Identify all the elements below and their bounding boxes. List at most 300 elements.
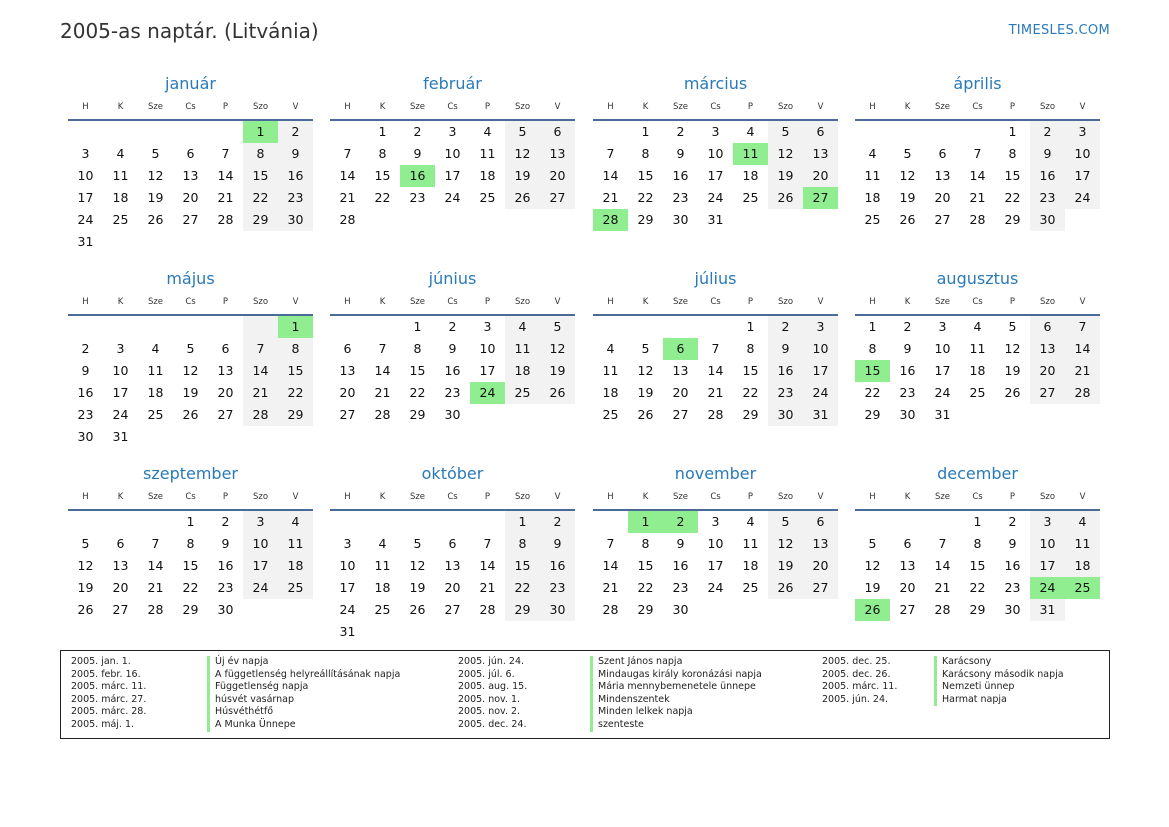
day-cell[interactable]: 20 [217, 385, 234, 400]
day-cell[interactable]: 22 [637, 190, 654, 205]
day-cell[interactable]: 19 [768, 555, 803, 577]
day-cell[interactable]: 18 [112, 190, 129, 205]
day-cell[interactable]: 16 [278, 165, 313, 187]
day-cell[interactable]: 25 [479, 190, 496, 205]
day-cell[interactable]: 25 [505, 382, 540, 404]
day-cell[interactable]: 23 [444, 385, 461, 400]
day-cell[interactable]: 15 [374, 168, 391, 183]
holiday-day-cell[interactable]: 2 [663, 511, 698, 533]
holiday-day-cell[interactable]: 24 [470, 382, 505, 404]
day-cell[interactable]: 11 [278, 533, 313, 555]
day-cell[interactable]: 28 [339, 212, 356, 227]
day-cell[interactable]: 11 [969, 341, 986, 356]
day-cell[interactable]: 6 [186, 146, 195, 161]
day-cell[interactable]: 3 [448, 124, 457, 139]
day-cell[interactable]: 14 [707, 363, 724, 378]
day-cell[interactable]: 1 [186, 514, 195, 529]
day-cell[interactable]: 10 [243, 533, 278, 555]
day-cell[interactable]: 12 [77, 558, 94, 573]
day-cell[interactable]: 14 [339, 168, 356, 183]
holiday-day-cell[interactable]: 1 [278, 316, 313, 338]
day-cell[interactable]: 17 [1030, 555, 1065, 577]
day-cell[interactable]: 11 [602, 363, 619, 378]
day-cell[interactable]: 26 [540, 382, 575, 404]
day-cell[interactable]: 31 [112, 429, 129, 444]
day-cell[interactable]: 10 [444, 146, 461, 161]
day-cell[interactable]: 20 [934, 190, 951, 205]
day-cell[interactable]: 22 [243, 187, 278, 209]
day-cell[interactable]: 21 [1065, 360, 1100, 382]
day-cell[interactable]: 11 [1065, 533, 1100, 555]
day-cell[interactable]: 30 [444, 407, 461, 422]
day-cell[interactable]: 8 [186, 536, 195, 551]
day-cell[interactable]: 16 [768, 360, 803, 382]
day-cell[interactable]: 13 [540, 143, 575, 165]
day-cell[interactable]: 19 [409, 580, 426, 595]
holiday-day-cell[interactable]: 6 [663, 338, 698, 360]
day-cell[interactable]: 17 [339, 580, 356, 595]
day-cell[interactable]: 27 [339, 407, 356, 422]
holiday-day-cell[interactable]: 1 [628, 511, 663, 533]
day-cell[interactable]: 6 [803, 121, 838, 143]
day-cell[interactable]: 28 [147, 602, 164, 617]
day-cell[interactable]: 22 [505, 577, 540, 599]
day-cell[interactable]: 30 [768, 404, 803, 426]
holiday-day-cell[interactable]: 15 [855, 360, 890, 382]
holiday-day-cell[interactable]: 11 [733, 143, 768, 165]
day-cell[interactable]: 17 [707, 168, 724, 183]
day-cell[interactable]: 30 [540, 599, 575, 621]
day-cell[interactable]: 26 [899, 212, 916, 227]
day-cell[interactable]: 2 [413, 124, 422, 139]
day-cell[interactable]: 31 [1030, 599, 1065, 621]
day-cell[interactable]: 25 [374, 602, 391, 617]
day-cell[interactable]: 24 [243, 577, 278, 599]
day-cell[interactable]: 16 [77, 385, 94, 400]
day-cell[interactable]: 29 [278, 404, 313, 426]
day-cell[interactable]: 9 [413, 146, 422, 161]
day-cell[interactable]: 29 [182, 602, 199, 617]
day-cell[interactable]: 17 [77, 190, 94, 205]
day-cell[interactable]: 25 [278, 577, 313, 599]
day-cell[interactable]: 24 [112, 407, 129, 422]
day-cell[interactable]: 3 [81, 146, 90, 161]
day-cell[interactable]: 24 [934, 385, 951, 400]
day-cell[interactable]: 4 [868, 146, 877, 161]
day-cell[interactable]: 31 [803, 404, 838, 426]
day-cell[interactable]: 2 [221, 514, 230, 529]
day-cell[interactable]: 18 [374, 580, 391, 595]
day-cell[interactable]: 2 [768, 316, 803, 338]
day-cell[interactable]: 28 [217, 212, 234, 227]
day-cell[interactable]: 22 [278, 382, 313, 404]
day-cell[interactable]: 7 [343, 146, 352, 161]
day-cell[interactable]: 3 [803, 316, 838, 338]
day-cell[interactable]: 9 [768, 338, 803, 360]
day-cell[interactable]: 5 [641, 341, 650, 356]
day-cell[interactable]: 13 [182, 168, 199, 183]
day-cell[interactable]: 7 [243, 338, 278, 360]
day-cell[interactable]: 3 [1030, 511, 1065, 533]
day-cell[interactable]: 11 [505, 338, 540, 360]
day-cell[interactable]: 25 [969, 385, 986, 400]
day-cell[interactable]: 12 [505, 143, 540, 165]
day-cell[interactable]: 8 [746, 341, 755, 356]
day-cell[interactable]: 12 [147, 168, 164, 183]
day-cell[interactable]: 9 [448, 341, 457, 356]
day-cell[interactable]: 12 [540, 338, 575, 360]
day-cell[interactable]: 20 [339, 385, 356, 400]
day-cell[interactable]: 3 [1065, 121, 1100, 143]
day-cell[interactable]: 23 [672, 580, 689, 595]
day-cell[interactable]: 12 [409, 558, 426, 573]
day-cell[interactable]: 15 [278, 360, 313, 382]
day-cell[interactable]: 20 [803, 555, 838, 577]
holiday-day-cell[interactable]: 16 [400, 165, 435, 187]
day-cell[interactable]: 3 [938, 319, 947, 334]
day-cell[interactable]: 2 [540, 511, 575, 533]
day-cell[interactable]: 18 [969, 363, 986, 378]
day-cell[interactable]: 13 [1030, 338, 1065, 360]
day-cell[interactable]: 29 [742, 407, 759, 422]
day-cell[interactable]: 16 [540, 555, 575, 577]
day-cell[interactable]: 25 [742, 580, 759, 595]
day-cell[interactable]: 21 [602, 190, 619, 205]
day-cell[interactable]: 9 [81, 363, 90, 378]
day-cell[interactable]: 21 [602, 580, 619, 595]
day-cell[interactable]: 4 [151, 341, 160, 356]
day-cell[interactable]: 3 [711, 514, 720, 529]
day-cell[interactable]: 27 [934, 212, 951, 227]
day-cell[interactable]: 31 [707, 212, 724, 227]
day-cell[interactable]: 14 [602, 558, 619, 573]
day-cell[interactable]: 26 [147, 212, 164, 227]
day-cell[interactable]: 22 [864, 385, 881, 400]
day-cell[interactable]: 27 [899, 602, 916, 617]
day-cell[interactable]: 21 [374, 385, 391, 400]
day-cell[interactable]: 13 [803, 533, 838, 555]
day-cell[interactable]: 8 [641, 146, 650, 161]
day-cell[interactable]: 1 [973, 514, 982, 529]
day-cell[interactable]: 8 [505, 533, 540, 555]
day-cell[interactable]: 23 [77, 407, 94, 422]
day-cell[interactable]: 9 [676, 146, 685, 161]
day-cell[interactable]: 29 [243, 209, 278, 231]
day-cell[interactable]: 14 [243, 360, 278, 382]
day-cell[interactable]: 18 [742, 558, 759, 573]
day-cell[interactable]: 6 [448, 536, 457, 551]
day-cell[interactable]: 5 [151, 146, 160, 161]
day-cell[interactable]: 5 [768, 121, 803, 143]
day-cell[interactable]: 10 [803, 338, 838, 360]
day-cell[interactable]: 25 [602, 407, 619, 422]
day-cell[interactable]: 26 [505, 187, 540, 209]
day-cell[interactable]: 11 [479, 146, 496, 161]
day-cell[interactable]: 17 [934, 363, 951, 378]
day-cell[interactable]: 6 [540, 121, 575, 143]
day-cell[interactable]: 13 [112, 558, 129, 573]
day-cell[interactable]: 20 [540, 165, 575, 187]
day-cell[interactable]: 5 [81, 536, 90, 551]
day-cell[interactable]: 26 [182, 407, 199, 422]
day-cell[interactable]: 20 [182, 190, 199, 205]
day-cell[interactable]: 19 [77, 580, 94, 595]
day-cell[interactable]: 23 [540, 577, 575, 599]
day-cell[interactable]: 21 [243, 382, 278, 404]
day-cell[interactable]: 30 [899, 407, 916, 422]
day-cell[interactable]: 29 [637, 602, 654, 617]
day-cell[interactable]: 12 [182, 363, 199, 378]
day-cell[interactable]: 10 [934, 341, 951, 356]
day-cell[interactable]: 30 [278, 209, 313, 231]
day-cell[interactable]: 13 [672, 363, 689, 378]
day-cell[interactable]: 27 [217, 407, 234, 422]
day-cell[interactable]: 5 [505, 121, 540, 143]
day-cell[interactable]: 23 [409, 190, 426, 205]
day-cell[interactable]: 30 [1030, 209, 1065, 231]
day-cell[interactable]: 23 [278, 187, 313, 209]
day-cell[interactable]: 10 [1030, 533, 1065, 555]
day-cell[interactable]: 5 [413, 536, 422, 551]
day-cell[interactable]: 10 [339, 558, 356, 573]
day-cell[interactable]: 18 [864, 190, 881, 205]
day-cell[interactable]: 13 [444, 558, 461, 573]
day-cell[interactable]: 7 [938, 536, 947, 551]
day-cell[interactable]: 18 [1065, 555, 1100, 577]
holiday-day-cell[interactable]: 1 [243, 121, 278, 143]
day-cell[interactable]: 30 [77, 429, 94, 444]
day-cell[interactable]: 11 [147, 363, 164, 378]
day-cell[interactable]: 27 [803, 577, 838, 599]
day-cell[interactable]: 4 [483, 124, 492, 139]
day-cell[interactable]: 6 [1030, 316, 1065, 338]
day-cell[interactable]: 4 [278, 511, 313, 533]
day-cell[interactable]: 2 [278, 121, 313, 143]
day-cell[interactable]: 10 [1065, 143, 1100, 165]
day-cell[interactable]: 5 [903, 146, 912, 161]
day-cell[interactable]: 1 [505, 511, 540, 533]
day-cell[interactable]: 10 [479, 341, 496, 356]
day-cell[interactable]: 27 [444, 602, 461, 617]
day-cell[interactable]: 1 [378, 124, 387, 139]
day-cell[interactable]: 19 [768, 165, 803, 187]
day-cell[interactable]: 19 [540, 360, 575, 382]
day-cell[interactable]: 29 [969, 602, 986, 617]
day-cell[interactable]: 27 [672, 407, 689, 422]
day-cell[interactable]: 25 [112, 212, 129, 227]
day-cell[interactable]: 14 [1065, 338, 1100, 360]
day-cell[interactable]: 9 [903, 341, 912, 356]
day-cell[interactable]: 28 [1065, 382, 1100, 404]
day-cell[interactable]: 8 [1008, 146, 1017, 161]
day-cell[interactable]: 22 [742, 385, 759, 400]
day-cell[interactable]: 23 [899, 385, 916, 400]
day-cell[interactable]: 24 [444, 190, 461, 205]
day-cell[interactable]: 17 [707, 558, 724, 573]
holiday-day-cell[interactable]: 25 [1065, 577, 1100, 599]
day-cell[interactable]: 28 [707, 407, 724, 422]
day-cell[interactable]: 12 [637, 363, 654, 378]
day-cell[interactable]: 2 [1008, 514, 1017, 529]
day-cell[interactable]: 9 [1008, 536, 1017, 551]
day-cell[interactable]: 20 [444, 580, 461, 595]
day-cell[interactable]: 21 [479, 580, 496, 595]
day-cell[interactable]: 12 [899, 168, 916, 183]
day-cell[interactable]: 21 [147, 580, 164, 595]
holiday-day-cell[interactable]: 27 [803, 187, 838, 209]
day-cell[interactable]: 2 [81, 341, 90, 356]
day-cell[interactable]: 8 [868, 341, 877, 356]
day-cell[interactable]: 20 [672, 385, 689, 400]
day-cell[interactable]: 19 [147, 190, 164, 205]
day-cell[interactable]: 16 [899, 363, 916, 378]
day-cell[interactable]: 1 [413, 319, 422, 334]
day-cell[interactable]: 23 [1004, 580, 1021, 595]
day-cell[interactable]: 4 [746, 514, 755, 529]
day-cell[interactable]: 9 [221, 536, 230, 551]
brand-link[interactable]: TIMESLES.COM [1008, 23, 1110, 38]
day-cell[interactable]: 16 [672, 558, 689, 573]
day-cell[interactable]: 8 [413, 341, 422, 356]
day-cell[interactable]: 3 [711, 124, 720, 139]
day-cell[interactable]: 17 [243, 555, 278, 577]
day-cell[interactable]: 30 [672, 602, 689, 617]
day-cell[interactable]: 2 [903, 319, 912, 334]
day-cell[interactable]: 26 [409, 602, 426, 617]
day-cell[interactable]: 20 [1030, 360, 1065, 382]
day-cell[interactable]: 11 [742, 536, 759, 551]
day-cell[interactable]: 7 [483, 536, 492, 551]
day-cell[interactable]: 21 [934, 580, 951, 595]
day-cell[interactable]: 6 [116, 536, 125, 551]
day-cell[interactable]: 16 [444, 363, 461, 378]
day-cell[interactable]: 25 [864, 212, 881, 227]
day-cell[interactable]: 4 [1065, 511, 1100, 533]
day-cell[interactable]: 16 [672, 168, 689, 183]
day-cell[interactable]: 5 [868, 536, 877, 551]
day-cell[interactable]: 9 [278, 143, 313, 165]
day-cell[interactable]: 14 [602, 168, 619, 183]
day-cell[interactable]: 15 [182, 558, 199, 573]
day-cell[interactable]: 9 [540, 533, 575, 555]
day-cell[interactable]: 29 [637, 212, 654, 227]
day-cell[interactable]: 24 [339, 602, 356, 617]
day-cell[interactable]: 29 [1004, 212, 1021, 227]
day-cell[interactable]: 1 [746, 319, 755, 334]
day-cell[interactable]: 19 [637, 385, 654, 400]
day-cell[interactable]: 30 [1004, 602, 1021, 617]
day-cell[interactable]: 23 [768, 382, 803, 404]
day-cell[interactable]: 10 [707, 146, 724, 161]
day-cell[interactable]: 4 [746, 124, 755, 139]
day-cell[interactable]: 13 [339, 363, 356, 378]
day-cell[interactable]: 2 [676, 124, 685, 139]
day-cell[interactable]: 18 [505, 360, 540, 382]
day-cell[interactable]: 7 [711, 341, 720, 356]
day-cell[interactable]: 16 [217, 558, 234, 573]
day-cell[interactable]: 23 [1030, 187, 1065, 209]
day-cell[interactable]: 11 [374, 558, 391, 573]
day-cell[interactable]: 15 [742, 363, 759, 378]
day-cell[interactable]: 15 [637, 168, 654, 183]
day-cell[interactable]: 7 [973, 146, 982, 161]
day-cell[interactable]: 1 [1008, 124, 1017, 139]
day-cell[interactable]: 5 [1008, 319, 1017, 334]
day-cell[interactable]: 20 [112, 580, 129, 595]
day-cell[interactable]: 26 [1004, 385, 1021, 400]
day-cell[interactable]: 6 [803, 511, 838, 533]
day-cell[interactable]: 8 [641, 536, 650, 551]
day-cell[interactable]: 19 [864, 580, 881, 595]
day-cell[interactable]: 24 [77, 212, 94, 227]
day-cell[interactable]: 18 [278, 555, 313, 577]
day-cell[interactable]: 8 [243, 143, 278, 165]
day-cell[interactable]: 15 [1004, 168, 1021, 183]
day-cell[interactable]: 18 [479, 168, 496, 183]
day-cell[interactable]: 9 [1030, 143, 1065, 165]
day-cell[interactable]: 15 [505, 555, 540, 577]
day-cell[interactable]: 4 [116, 146, 125, 161]
day-cell[interactable]: 1 [868, 319, 877, 334]
day-cell[interactable]: 22 [1004, 190, 1021, 205]
holiday-day-cell[interactable]: 24 [1030, 577, 1065, 599]
day-cell[interactable]: 18 [602, 385, 619, 400]
day-cell[interactable]: 17 [1065, 165, 1100, 187]
day-cell[interactable]: 27 [112, 602, 129, 617]
day-cell[interactable]: 25 [742, 190, 759, 205]
day-cell[interactable]: 26 [637, 407, 654, 422]
day-cell[interactable]: 10 [707, 536, 724, 551]
day-cell[interactable]: 17 [479, 363, 496, 378]
day-cell[interactable]: 26 [77, 602, 94, 617]
day-cell[interactable]: 6 [343, 341, 352, 356]
day-cell[interactable]: 11 [112, 168, 129, 183]
day-cell[interactable]: 16 [1030, 165, 1065, 187]
day-cell[interactable]: 24 [707, 580, 724, 595]
day-cell[interactable]: 6 [903, 536, 912, 551]
day-cell[interactable]: 1 [641, 124, 650, 139]
day-cell[interactable]: 22 [182, 580, 199, 595]
day-cell[interactable]: 7 [221, 146, 230, 161]
day-cell[interactable]: 24 [803, 382, 838, 404]
day-cell[interactable]: 5 [186, 341, 195, 356]
day-cell[interactable]: 14 [217, 168, 234, 183]
day-cell[interactable]: 26 [768, 577, 803, 599]
day-cell[interactable]: 16 [1004, 558, 1021, 573]
day-cell[interactable]: 24 [1065, 187, 1100, 209]
day-cell[interactable]: 13 [803, 143, 838, 165]
day-cell[interactable]: 7 [606, 536, 615, 551]
day-cell[interactable]: 31 [934, 407, 951, 422]
day-cell[interactable]: 31 [77, 234, 94, 249]
day-cell[interactable]: 27 [182, 212, 199, 227]
day-cell[interactable]: 7 [378, 341, 387, 356]
day-cell[interactable]: 12 [768, 143, 803, 165]
day-cell[interactable]: 3 [116, 341, 125, 356]
day-cell[interactable]: 15 [637, 558, 654, 573]
day-cell[interactable]: 8 [278, 338, 313, 360]
day-cell[interactable]: 8 [378, 146, 387, 161]
day-cell[interactable]: 5 [540, 316, 575, 338]
day-cell[interactable]: 14 [969, 168, 986, 183]
day-cell[interactable]: 10 [112, 363, 129, 378]
day-cell[interactable]: 6 [938, 146, 947, 161]
day-cell[interactable]: 4 [378, 536, 387, 551]
day-cell[interactable]: 11 [864, 168, 881, 183]
day-cell[interactable]: 21 [217, 190, 234, 205]
day-cell[interactable]: 30 [217, 602, 234, 617]
day-cell[interactable]: 3 [483, 319, 492, 334]
